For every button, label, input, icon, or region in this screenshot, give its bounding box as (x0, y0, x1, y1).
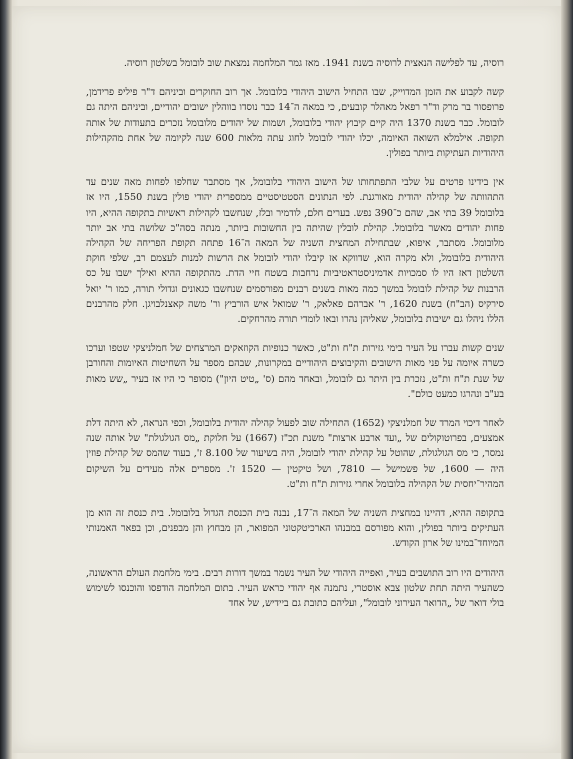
body-text (86, 56, 504, 611)
paragraph: רוסיה, עד לפלישה הנאצית לרוסיה בשנת 1941. מאז גמר המלחמה נמצאת שוב לובומל בשלטון רוסיה. (123, 58, 504, 69)
page-edge-shadow (561, 0, 573, 759)
paragraph: בתקופה ההיא, דהיינו במחצית השניה של המאה ה־17, נבנה בית הכנסת הגדול בלובומל. בית כנסת זה הוא מן העתיקים ביותר בפולין, והוא מפורסם במבנהו הארכיטקטוני המפואר, הן מבחוץ והן מבפנים, וכן בפאר האמנותי המיוחד־במינו של ארון הקודש. (86, 508, 505, 550)
book-spine (0, 0, 12, 759)
paragraph: אין בידינו פרטים על שלבי התפתחותו של הישוב היהודי בלובומל, אך מסתבר שחלפו לפחות מאה שנים עד התהוותה של קהילה יהודית מאורגנת. לפי הנתונים הסטטיסטיים ממספרית יהודי פולין בשנת 1550, היו אז בלובומל 39 בתי אב, שהם כ־390 נפש. בערים חלם, לודמיר ובלז, שנחשבו לקהילות ראשיות בתקופה ההיא, היו פחות יהודים מאשר בלובומל. קהילת לובלין שהיתה בין החשובות ביותר, מנתה בסה"כ שלושה בתי אב יותר מלובומל. מסתבר, איפוא, שבתחילת המחצית השניה של המאה ה־16 פתחה תקופת הפריחה של הקהילה היהודית בלובומל, ולא מקרה הוא, שדווקא אז קיבלו יהודי לובומל את הרשות למנות לעצמם רב, שלפי חוקת השלטון דאז היו לו סמכויות אדמיניסטראטיביות נרחבות בשטח חיי הדת. מהתקופה ההיא ואילך ישבו על כס הרבנות של קהילת לובומל במשך כמה מאות בשנים רבנים מפורסמים שנחשבו כגאונים וגדולי תורה, כמו ר' יואל סירקיס (הב"ח) בשנת 1620, ר' אברהם פאלאק, ר' שמואל איש הורביץ ור' משה קאצנלבויגן. חלק מהרבנים הללו ניהלו גם ישיבות בלובומל, שאליהן נהרו ובאו לומדי תורה מהרחקים. (86, 177, 504, 326)
paragraph: שנים קשות עברו על העיר בימי גזירות ת"ח ות"ט, כאשר כנופיות הקוזאקים המרצחים של חמלניצקי שטפו וערכו כשרה איומה על פני מאות הישובים והקיבוצים היהודיים במקרונות, שבהם מספר על השחיטות האיומות והחורבן של שנת ת"ח ות"ט, נזכרת בין היתר גם לובומל, ובאחד מהם (ס' „טיט היון") מסופר כי היו אז בעיר „שש מאות בע"ב ונהרגו כמעט כולם". (86, 343, 504, 400)
paragraph: לאחר דיכוי המרד של חמלניצקי (1652) התחילה שוב לפעול קהילה יהודית בלובומל, וכפי הנראה, לא היתה דלת אמצעים, בפרוטוקולים של „ועד ארבע ארצות" משנת תכ"ז (1667) על חלוקת „מס הגולגולת" של אותה שנה נמסר, כי מס הגולגולת, שהוטל על קהילת יהודי לובומל, היה בשיעור של 8.100 ז', בעוד שהמס של קהילת פוזין היה — 1600, של פשמישל — 7810, ושל טיקטין — 1520 ז'. מספרים אלה מעידים על השיקום המהיר־יחסית של הקהילה בלובומל אחרי גזירות ת"ח ות"ט. (86, 418, 504, 490)
paragraph: היהודים היו רוב התושבים בעיר, ואפייה היהודי של העיר נשמר במשך דורות רבים. בימי מלחמת העולם הראשונה, כשהעיר היתה תחת שלטון צבא אוסטרי, נתמנה אף יהודי כראש העיר. בתום המלחמה הודפסו והוכנסו לשימוש בולי דואר של „הדואר העירוני לובומל", ועליהם כתובת גם ביידיש, של אחד (86, 567, 504, 610)
paragraph: קשה לקבוע את הזמן המדוייק, שבו התחיל הישוב היהודי בלובומל. אך רוב החוקרים וביניהם ד"ר פיליפ פרידמן, פרופסור בר מרק וד"ר רפאל מאהלר קובעים, כי במאה ה־14 כבר נוסדו בווהלין ישובים יהודיים, וביניהם היתה גם לובומל. כבר בשנת 1370 היה קיים קיבוץ יהודי בלובומל, ושמות של יהודים מלובומל נזכרים בתעודות של אותה תקופה. אילמלא השואה האיומה, יכלו יהודי לובומל לחוג עתה מלאות 600 שנה לקיומה של אחת מהקהילות היהודיות העתיקות ביותר בפולין. (86, 87, 504, 160)
